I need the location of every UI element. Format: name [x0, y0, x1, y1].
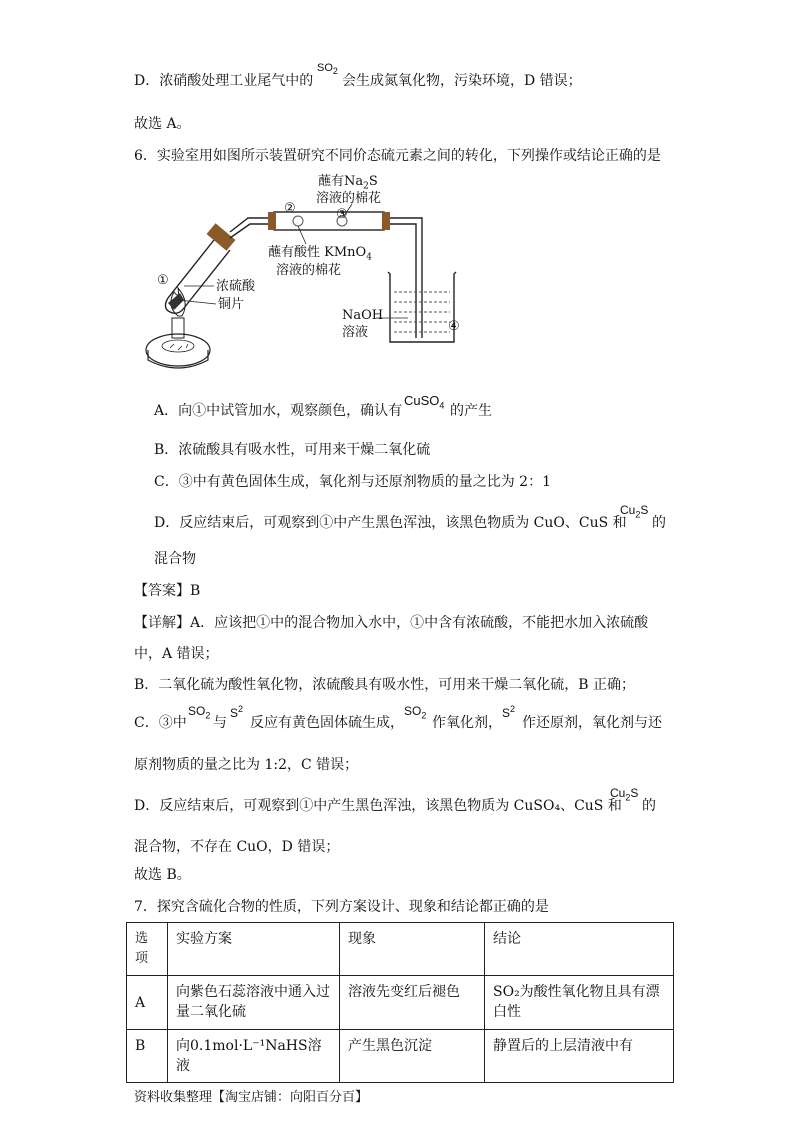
q6-explain-2: 中，A 错误；	[134, 646, 219, 662]
label-num-3: ③	[336, 207, 348, 222]
table-row	[127, 1030, 674, 1083]
label-num-4: ④	[448, 319, 460, 334]
table-cell: 向0.1mol·L⁻¹NaHS溶液	[168, 1030, 340, 1083]
label-kmno4-text: 蘸有酸性 KMnO	[268, 245, 367, 260]
prev-conclusion: 故选 A。	[134, 116, 191, 132]
q6-option-d-tail: 的	[652, 515, 666, 531]
so2-formula-3	[404, 704, 426, 720]
s2-ion-2-sup: 2	[510, 704, 516, 714]
label-num-1: ①	[157, 273, 169, 288]
cu2s-end: S	[640, 503, 649, 517]
cu2s-formula-2	[610, 786, 638, 802]
prev-option-d-tail	[342, 72, 582, 90]
label-na2s-text: 蘸有Na	[318, 174, 364, 189]
cuso4-base: CuSO	[404, 393, 440, 408]
cu2s-formula	[620, 503, 648, 519]
question-6-stem: 6．实验室用如图所示装置研究不同价态硫元素之间的转化，下列操作或结论正确的是	[134, 148, 661, 164]
s2-ion	[230, 704, 243, 720]
so2-3-base: SO	[404, 704, 422, 718]
table-header-cell: 现象	[340, 923, 485, 976]
prev-option-d-tail-text: 会生成氮氧化物，污染环境，D 错误；	[342, 73, 582, 89]
table-row	[127, 976, 674, 1030]
cuso4-sub: 4	[439, 400, 445, 411]
so2-2-sub: 2	[205, 710, 211, 721]
table-header-cell: 结论	[485, 923, 674, 976]
q6-explain-1: 【详解】A．应该把①中的混合物加入水中，①中含有浓硫酸，不能把水加入浓硫酸	[134, 615, 649, 631]
prev-option-d-text: D．浓硝酸处理工业尾气中的	[134, 73, 314, 89]
so2-formula-base: SO	[317, 62, 333, 74]
q6-explain-5: 原剂物质的量之比为 1:2，C 错误；	[134, 757, 359, 773]
label-num-2: ②	[284, 201, 296, 216]
table-cell: A	[127, 976, 168, 1030]
s2-ion-base: S	[230, 706, 239, 720]
cu2s-sub: 2	[635, 509, 641, 520]
label-naoh: NaOH	[342, 308, 384, 323]
q6-explain-4-c: 反应有黄色固体硫生成，	[250, 715, 404, 731]
question-7-stem: 7．探究含硫化合物的性质，下列方案设计、现象和结论都正确的是	[134, 899, 549, 915]
cuso4-formula	[404, 393, 444, 411]
table-cell: B	[127, 1030, 168, 1083]
q6-explain-4-d: 作氧化剂，	[432, 715, 502, 731]
cu2s-2-end: S	[630, 786, 639, 800]
prev-option-d	[134, 72, 313, 90]
label-acid: 浓硫酸	[216, 279, 256, 294]
s2-ion-2-base: S	[502, 706, 511, 720]
q6-explain-4-a: C．③中	[134, 715, 187, 731]
label-na2s-sub: 2	[363, 181, 369, 192]
so2-2-base: SO	[188, 704, 206, 718]
table-cell: 溶液先变红后褪色	[340, 976, 485, 1030]
s2-ion-2	[502, 704, 515, 720]
q6-explain-6: D．反应结束后，可观察到①中产生黑色浑浊，该黑色物质为 CuSO₄、CuS 和	[134, 798, 622, 814]
cu2s-2-base: Cu	[610, 786, 626, 800]
q6-explain-6-tail: 的	[642, 798, 656, 814]
table-cell: SO₂为酸性氧化物且具有漂白性	[485, 976, 674, 1030]
so2-formula-sub: 2	[332, 66, 338, 77]
label-na2s-line2: 溶液的棉花	[316, 191, 382, 206]
q6-option-a-text: A．向①中试管加水，观察颜色，确认有	[154, 403, 403, 419]
label-kmno4-sub: 4	[366, 252, 372, 263]
q6-option-c: C．③中有黄色固体生成，氧化剂与还原剂物质的量之比为 2：1	[154, 474, 551, 490]
q6-option-d: D．反应结束后，可观察到①中产生黑色浑浊，该黑色物质为 CuO、CuS 和	[154, 515, 627, 531]
label-na2s-end: S	[368, 174, 378, 189]
so2-3-sub: 2	[421, 710, 427, 721]
q7-options-table	[126, 922, 674, 1083]
so2-formula-2	[188, 704, 210, 720]
table-cell: 产生黑色沉淀	[340, 1030, 485, 1083]
q6-explain-4-e: 作还原剂，氧化剂与还	[522, 715, 662, 731]
cu2s-base: Cu	[620, 503, 636, 517]
label-naoh-line2: 溶液	[342, 325, 369, 340]
so2-formula	[317, 62, 338, 76]
table-cell: 向紫色石蕊溶液中通入过量二氧化硫	[168, 976, 340, 1030]
q6-explain-3: B．二氧化硫为酸性氧化物，浓硫酸具有吸水性，可用来干燥二氧化硫，B 正确；	[134, 677, 636, 693]
table-header-row	[127, 923, 674, 976]
table-header-cell: 实验方案	[168, 923, 340, 976]
q6-option-d-line2: 混合物	[154, 551, 196, 567]
q6-option-a-tail: 的产生	[450, 403, 492, 419]
q6-explain-8: 故选 B。	[134, 867, 191, 883]
page-footer: 资料收集整理【淘宝店铺：向阳百分百】	[134, 1090, 369, 1105]
q6-explain-7: 混合物，不存在 CuO，D 错误；	[134, 839, 340, 855]
q6-option-a	[154, 402, 402, 420]
q6-answer: 【答案】B	[134, 583, 201, 599]
label-copper: 铜片	[218, 297, 245, 312]
table-header-cell: 选项	[127, 923, 168, 976]
q6-option-b: B．浓硫酸具有吸水性，可用来干燥二氧化硫	[154, 442, 431, 458]
table-cell: 静置后的上层清液中有	[485, 1030, 674, 1083]
cu2s-2-sub: 2	[625, 792, 631, 803]
q6-explain-4-b: 与	[213, 715, 227, 731]
label-kmno4-line2: 溶液的棉花	[276, 263, 342, 278]
s2-ion-sup: 2	[238, 704, 244, 714]
